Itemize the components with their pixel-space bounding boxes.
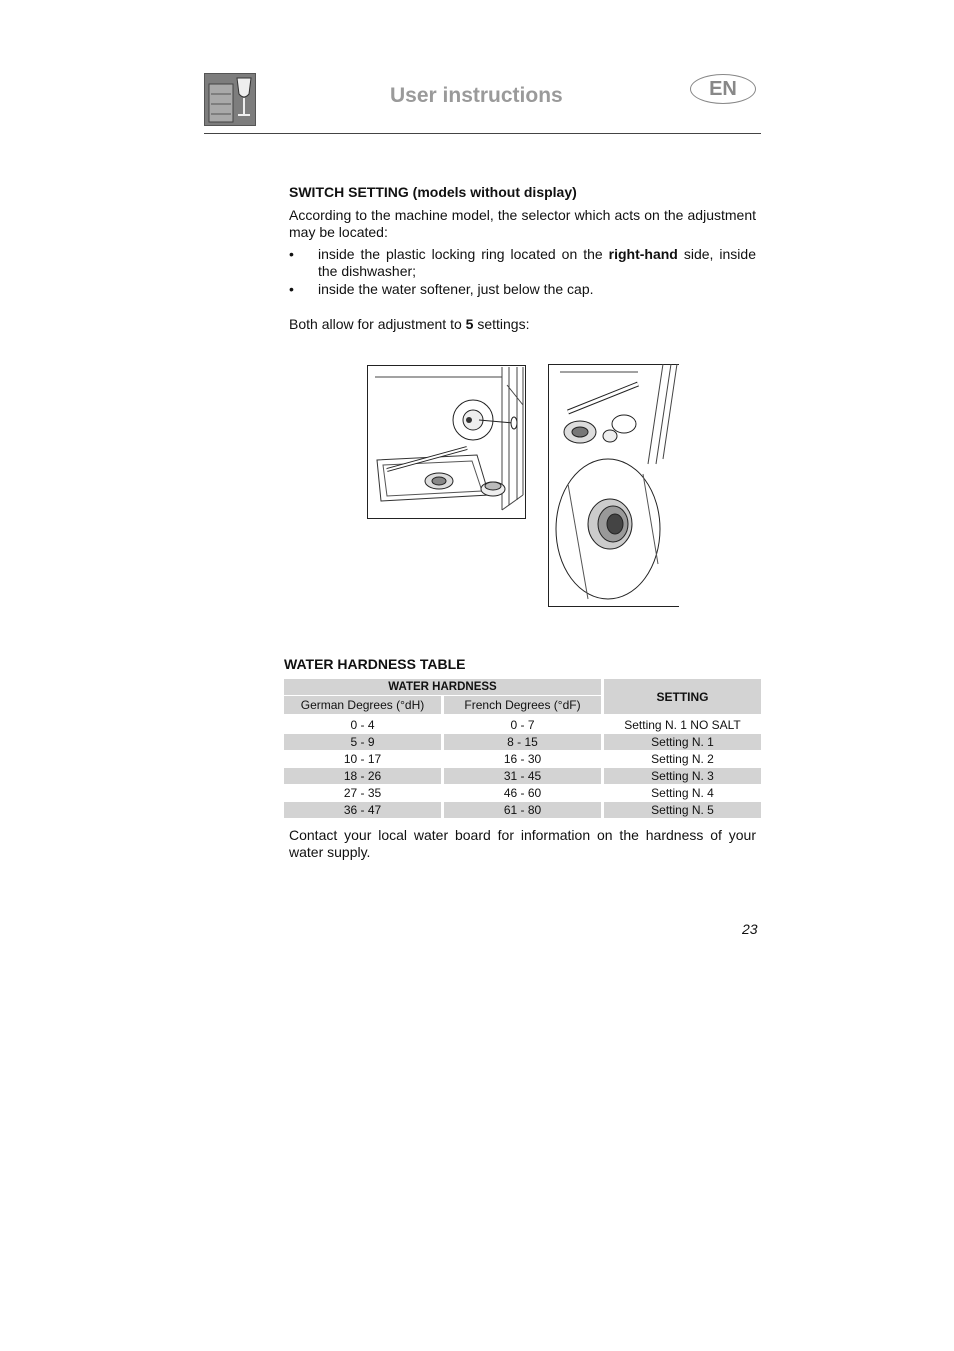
setting-cell: Setting N. 1 NO SALT	[624, 718, 741, 732]
bullet-item-softener: inside the water softener, just below the cap.	[318, 281, 594, 297]
dishwasher-interior-illustration-icon	[367, 365, 526, 519]
table-row	[284, 768, 761, 784]
german-cell: 10 - 17	[343, 752, 382, 766]
german-cell: 0 - 4	[350, 718, 375, 732]
french-degrees-header: French Degrees (°dF)	[444, 696, 601, 714]
setting-column-header: SETTING	[604, 679, 761, 714]
header-divider	[204, 133, 761, 134]
dishwasher-glass-logo-icon	[204, 73, 256, 126]
table-row	[284, 717, 761, 733]
switch-setting-intro: According to the machine model, the selector which acts on the adjustment may be located:	[289, 207, 756, 240]
french-cell: 0 - 7	[510, 718, 535, 732]
water-softener-cap-illustration-icon	[548, 364, 679, 607]
settings-text-end: settings:	[473, 316, 530, 332]
setting-cell: Setting N. 3	[604, 768, 761, 784]
water-hardness-table	[284, 678, 762, 819]
water-hardness-group-header: WATER HARDNESS	[284, 679, 601, 695]
french-cell: 31 - 45	[444, 768, 601, 784]
setting-cell: Setting N. 4	[651, 786, 714, 800]
setting-cell: Setting N. 2	[651, 752, 714, 766]
french-cell: 46 - 60	[503, 786, 542, 800]
table-row	[284, 751, 761, 767]
water-hardness-table-heading: WATER HARDNESS TABLE	[284, 656, 466, 672]
french-cell: 16 - 30	[503, 752, 542, 766]
settings-count: 5	[465, 316, 474, 332]
bullet1-bold: right-hand	[608, 246, 678, 262]
bullet-item-locking-ring	[318, 246, 756, 280]
settings-text: Both allow for adjustment to	[289, 316, 466, 332]
german-cell: 18 - 26	[284, 768, 441, 784]
table-row	[284, 734, 761, 750]
header-title: User instructions	[390, 84, 563, 107]
language-badge: EN	[690, 74, 756, 104]
table-row	[284, 785, 761, 801]
french-cell: 8 - 15	[444, 734, 601, 750]
german-cell: 5 - 9	[284, 734, 441, 750]
bullet1-text: inside the plastic locking ring located on the	[318, 246, 609, 262]
table-row	[284, 802, 761, 818]
french-cell: 61 - 80	[444, 802, 601, 818]
bullet-marker: •	[289, 246, 294, 262]
setting-cell: Setting N. 1	[604, 734, 761, 750]
german-cell: 36 - 47	[284, 802, 441, 818]
switch-setting-heading: SWITCH SETTING (models without display)	[289, 184, 577, 200]
german-cell: 27 - 35	[343, 786, 382, 800]
setting-cell: Setting N. 5	[604, 802, 761, 818]
bullet1-text-end: side, inside the dishwasher;	[318, 246, 756, 279]
bullet-marker: •	[289, 281, 294, 297]
german-degrees-header: German Degrees (°dH)	[284, 696, 441, 714]
contact-water-board-text: Contact your local water board for information on the hardness of your water supply.	[289, 827, 756, 860]
settings-count-text	[289, 316, 529, 333]
page-number: 23	[742, 921, 758, 937]
